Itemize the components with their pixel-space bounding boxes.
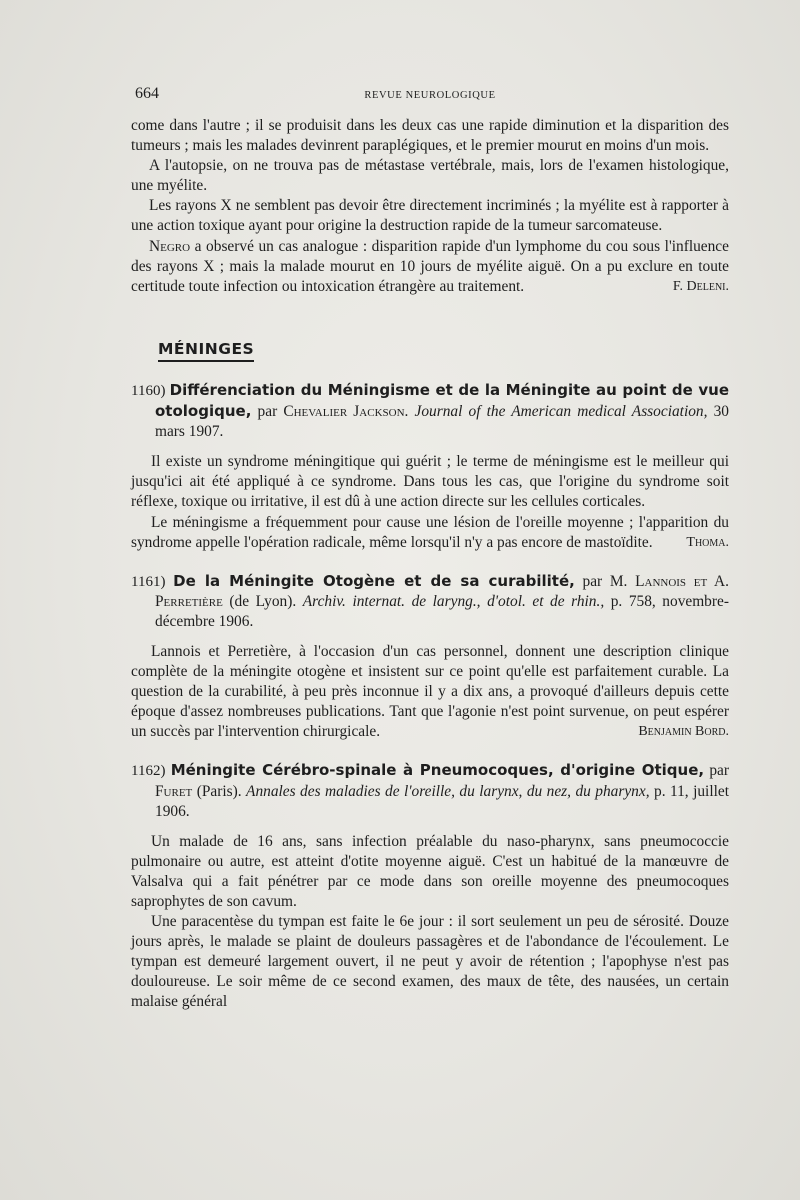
entry-date: p. 11, juillet 1906. (155, 782, 729, 820)
entry-body (131, 642, 729, 742)
running-head (131, 82, 729, 102)
entry-by: par M. (582, 572, 628, 590)
page-content (131, 82, 729, 1013)
entry-affiliation: (de Lyon). (229, 592, 297, 610)
paragraph: Une paracentèse du tympan est faite le 6e jour : il sort seulement un peu de sérosité. Douze jours après, le malade se plaint de douleurs passagères et de l'abondance de l'écoulement. Le tympan est demeuré largement ouvert, il ne peut y avoir de rétention ; l'apophyse n'est pas douloureuse. Le soir même de ce second examen, des maux de tête, des nausées, un certain malaise général (131, 913, 729, 1011)
paragraph: Il existe un syndrome méningitique qui guérit ; le terme de méningisme est le meilleur qui jusqu'ici ait été appliqué à ce syndrome. Dans tous les cas, que l'origine du syndrome soit réflexe, toxique ou irritative, il est dû à une action directe sur les cellules corticales. (131, 453, 729, 511)
intro-text (131, 116, 729, 297)
entry-author: Lannois et A. Perretière (155, 572, 729, 610)
page-number: 664 (135, 85, 159, 102)
entry-source: Archiv. internat. de laryng., d'otol. et de rhin., (302, 592, 605, 610)
entry-by: par (257, 403, 278, 421)
signature: F. Deleni. (672, 278, 729, 294)
entry-title: Différenciation du Méningisme et de la Méningite au point de vue otologique, (155, 380, 729, 421)
entry-heading (131, 571, 729, 632)
entry-affiliation: (Paris). (196, 782, 242, 800)
entry-number: 1161) (131, 573, 166, 590)
entry-date: 30 mars 1907. (155, 403, 729, 441)
entry-source: Annales des maladies de l'oreille, du larynx, du nez, du pharynx, (246, 782, 650, 800)
paragraph: A l'autopsie, on ne trouva pas de métastase vertébrale, mais, lors de l'examen histologique, une myélite. (131, 157, 729, 195)
abstract-entry (131, 760, 729, 1012)
paragraph-text: Lannois et Perretière, à l'occasion d'un cas personnel, donnent une description clinique complète de la méningite otogène et insistent sur ce point qu'elle est parfaitement curable. La question de la curabilité, à peu près inconnue il y a dix ans, a provoqué d'ailleurs depuis cette époque d'assez nombreuses publications. Tant que l'agonie n'est point survenue, on peut espérer un succès par l'intervention chirurgicale. (131, 642, 729, 741)
entry-by: par (709, 762, 729, 780)
paragraph: Un malade de 16 ans, sans infection préalable du naso-pharynx, sans pneumococcie pulmonaire ou autre, est atteint d'otite moyenne aiguë. C'est un habitué de la manœuvre de Valsalva qui a fait pénétrer par ce mode dans son oreille moyenne des pneumocoques saprophytes de son cavum. (131, 832, 729, 910)
entry-source: Journal of the American medical Association, (414, 403, 708, 421)
paragraph (131, 642, 729, 742)
entry-number: 1162) (131, 763, 166, 780)
abstract-entry (131, 571, 729, 743)
signature: Benjamin Bord. (638, 724, 729, 740)
entry-heading (131, 760, 729, 821)
entry-body (131, 452, 729, 552)
section-heading: MÉNINGES (158, 339, 254, 362)
journal-title: REVUE NEUROLOGIQUE (364, 90, 496, 101)
entry-author: Furet (155, 782, 193, 800)
entry-author: Chevalier Jackson. (283, 403, 409, 421)
paragraph-text: a observé un cas analogue : disparition rapide d'un lymphome du cou sous l'influence des rayons X ; mais la malade mourut en 10 jours de myélite aiguë. On a pu exclure en toute certitude toute infection ou intoxication étrangère au traitement. (131, 237, 729, 295)
paragraph (131, 237, 729, 297)
author-name: Negro (149, 237, 191, 255)
signature: Thoma. (686, 534, 729, 550)
entry-date: p. 758, novembre-décembre 1906. (155, 592, 729, 630)
paragraph (131, 513, 729, 553)
abstract-entry (131, 380, 729, 553)
entry-body (131, 832, 729, 1013)
paragraph-text: Le méningisme a fréquemment pour cause une lésion de l'oreille moyenne ; l'apparition du syndrome appelle l'opération radicale, même lorsqu'il n'y a pas encore de mastoïdite. (131, 513, 729, 551)
entry-title: De la Méningite Otogène et de sa curabilité, (173, 571, 575, 590)
entry-title: Méningite Cérébro-spinale à Pneumocoques, d'origine Otique, (170, 761, 705, 780)
paragraph: come dans l'autre ; il se produisit dans les deux cas une rapide diminution et la disparition des tumeurs ; mais les malades devinrent paraplégiques, et le premier mourut en moins d'un mois. (131, 117, 729, 155)
paragraph: Les rayons X ne semblent pas devoir être directement incriminés ; la myélite est à rapporter à une action toxique ayant pour origine la destruction rapide de la tumeur sarcomateuse. (131, 197, 729, 235)
entry-heading (131, 380, 729, 442)
entry-number: 1160) (131, 382, 166, 399)
